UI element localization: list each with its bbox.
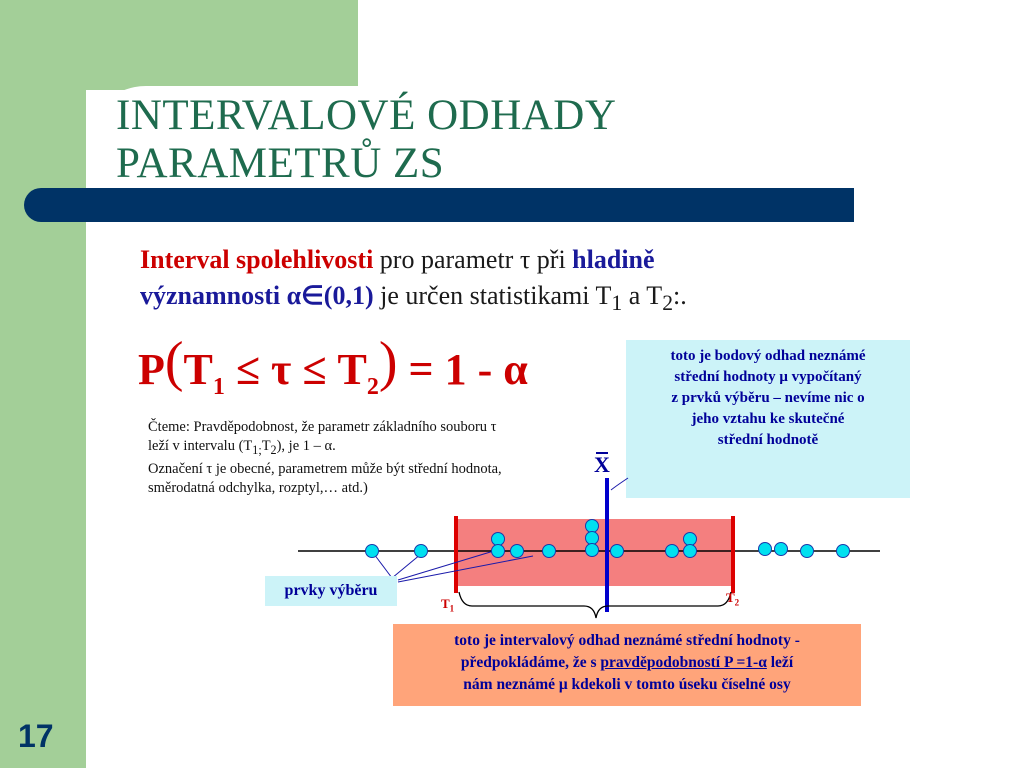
intro-term: Interval spolehlivosti <box>140 245 374 274</box>
sample-point <box>837 545 850 558</box>
formula-close-paren: ) <box>378 331 398 393</box>
formula-t2: T <box>337 345 367 394</box>
note-line-1: Čteme: Pravděpodobnost, že parametr základního souboru τ <box>148 419 497 435</box>
sample-point <box>511 545 524 558</box>
formula-t1-sub: 1 <box>212 373 225 400</box>
intro-sub-1: 1 <box>611 291 623 316</box>
sample-mean-label: X <box>594 452 610 477</box>
note-line-4: směrodatná odchylka, rozptyl,… atd.) <box>148 479 368 496</box>
page-number: 17 <box>18 718 54 754</box>
orange-line-2b: leží <box>766 654 794 671</box>
note-line-3: Označení τ je obecné, parametrem může být střední hodnota, <box>148 460 502 477</box>
note-line-2b: T <box>261 438 271 454</box>
intro-hladine: hladině <box>572 245 655 274</box>
sample-point <box>586 532 599 545</box>
callout-line-2: střední hodnoty μ vypočítaný <box>674 369 862 385</box>
formula-t1: T <box>183 345 213 394</box>
orange-line-2 <box>393 652 861 674</box>
sample-point <box>415 545 428 558</box>
callout-line-5: střední hodnotě <box>717 432 819 448</box>
t1-label <box>441 596 454 614</box>
sample-point <box>492 545 505 558</box>
sample-point <box>759 543 772 556</box>
intro-text-1: pro parametr τ při <box>373 245 573 274</box>
title-line-1: INTERVALOVÉ ODHADY <box>116 92 617 139</box>
orange-line-1: toto je intervalový odhad neznámé střední hodnoty - <box>454 632 800 649</box>
formula-open-paren: ( <box>164 331 184 393</box>
intro-sub-2: 2 <box>662 291 674 316</box>
formula-rhs: = 1 - α <box>397 345 528 394</box>
note-line-2-sub2: 2 <box>270 442 277 457</box>
note-line-2a: leží v intervalu (T <box>148 438 253 454</box>
callout-line-3: z prvků výběru – nevíme nic o <box>671 390 865 406</box>
callout-line-1: toto je bodový odhad neznámé <box>670 348 866 364</box>
orange-line-3: nám neznámé μ kdekoli v tomto úseku číselné osy <box>463 676 791 693</box>
intro-alpha-range: α∈(0,1) <box>286 281 374 310</box>
sample-point <box>684 533 697 546</box>
t2-label-sub: 2 <box>734 597 740 608</box>
t2-label <box>726 590 739 608</box>
sample-point <box>492 533 505 546</box>
t1-label-text: T <box>441 596 450 611</box>
sample-point <box>666 545 679 558</box>
intro-vyznamnosti: významnosti <box>140 281 287 310</box>
t1-label-sub: 1 <box>449 603 455 614</box>
callout-arrow <box>611 478 628 490</box>
formula-p: P <box>138 345 165 394</box>
sample-point <box>586 520 599 533</box>
orange-line-2-underlined: pravděpodobností P =1-α <box>600 654 767 671</box>
note-line-2-sub1: 1; <box>252 442 262 457</box>
note-line-2c: ), je 1 – α. <box>276 438 336 454</box>
sample-point <box>543 545 556 558</box>
t2-label-text: T <box>726 590 735 605</box>
interval-brace <box>459 592 731 618</box>
sample-point <box>366 545 379 558</box>
title-line-2: PARAMETRŮ ZS <box>116 140 445 187</box>
sample-elements-label: prvky výběru <box>265 576 397 606</box>
formula-t2-sub: 2 <box>366 373 379 400</box>
interval-estimate-callout <box>393 624 861 706</box>
formula-inequality: ≤ τ ≤ <box>224 345 338 394</box>
orange-line-2a: předpokládáme, že s <box>460 654 601 671</box>
sample-point <box>775 543 788 556</box>
sample-point <box>586 544 599 557</box>
callout-line-4: jeho vztahu ke skutečné <box>691 411 845 427</box>
intro-text-4: :. <box>673 281 687 310</box>
intro-text-2: je určen statistikami T <box>373 281 612 310</box>
sample-point <box>611 545 624 558</box>
sample-point <box>801 545 814 558</box>
sample-point <box>684 545 697 558</box>
intro-text-3: a T <box>622 281 663 310</box>
